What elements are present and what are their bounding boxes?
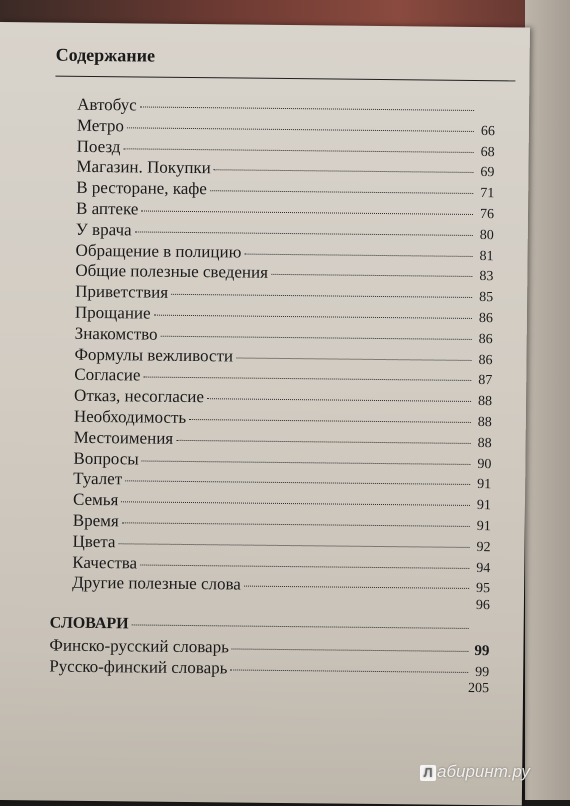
leader-dots <box>132 624 469 629</box>
leader-dots <box>189 419 471 423</box>
leader-dots <box>121 501 470 506</box>
toc-entry-label: Другие полезные слова <box>72 573 241 595</box>
toc-entry-page: 80 <box>476 228 494 244</box>
toc-entry-label: Метро <box>77 116 124 136</box>
leader-dots <box>127 127 474 132</box>
leader-dots <box>232 648 469 651</box>
toc-entry-page: 205 <box>468 681 489 697</box>
toc-entry-page: 87 <box>474 373 492 389</box>
toc-entry-label: Магазин. Покупки <box>76 157 211 178</box>
leader-dots <box>244 253 472 256</box>
watermark-text: абиринт.ру <box>437 762 530 781</box>
leader-dots <box>141 210 473 214</box>
toc-entry-page: 92 <box>472 540 490 556</box>
toc-entry-page: 88 <box>474 415 492 431</box>
leader-dots <box>140 106 474 111</box>
toc-entry-label: Семья <box>73 490 119 510</box>
toc-entry-page: 69 <box>476 165 494 181</box>
toc-entry-label: Прощание <box>75 303 151 324</box>
leader-dots <box>123 148 473 153</box>
leader-dots <box>210 190 473 194</box>
toc-entry-page: 83 <box>475 269 493 285</box>
adjacent-page-edge <box>525 0 570 800</box>
toc-entry-page: 66 <box>477 124 495 140</box>
toc-entry-label: Необходимость <box>74 407 187 428</box>
leader-dots <box>140 564 469 568</box>
toc-entry-page: 91 <box>473 477 491 493</box>
leader-dots <box>142 460 471 464</box>
book-page <box>0 22 530 806</box>
leader-dots <box>244 586 469 589</box>
leader-dots <box>52 685 465 689</box>
leader-dots <box>135 231 473 236</box>
toc-entry-page: 91 <box>473 519 491 535</box>
toc-entry-label: У врача <box>76 220 132 241</box>
toc-entry-label: Финско-русский словарь <box>49 635 229 657</box>
toc-entry-label: Формулы вежливости <box>74 344 233 366</box>
toc-entry-page: 96 <box>472 598 490 614</box>
toc-entry-page: 68 <box>477 145 495 161</box>
toc-entry <box>49 677 489 702</box>
leader-dots <box>214 170 474 174</box>
toc-entry-page: 99 <box>471 643 489 660</box>
leader-dots <box>118 543 469 548</box>
toc-entry-label: Приветствия <box>75 282 168 303</box>
toc-entry-label: Отказ, несогласие <box>74 386 204 407</box>
toc-entry-label: Русско-финский словарь <box>49 656 227 678</box>
toc-entry-label: Знакомство <box>75 324 158 345</box>
leader-dots <box>207 398 471 402</box>
watermark-logo-icon: Л <box>420 765 436 781</box>
toc-entry-label: Обращение в полицию <box>76 240 242 262</box>
leader-dots <box>122 522 470 527</box>
toc-entry-page: 88 <box>474 394 492 410</box>
toc-entry-page: 91 <box>473 498 491 514</box>
toc-entry-label: В аптеке <box>76 199 139 220</box>
toc-entry-page: 81 <box>475 249 493 265</box>
toc-entry-page: 90 <box>473 457 491 473</box>
leader-dots <box>125 481 470 486</box>
leader-dots <box>230 669 468 672</box>
toc-entry-page: 94 <box>472 561 490 577</box>
toc-entry-label: В ресторане, кафе <box>76 178 207 199</box>
leader-dots <box>236 357 471 360</box>
leader-dots <box>161 335 472 339</box>
leader-dots <box>271 274 472 277</box>
toc-entry-label: Поезд <box>77 136 121 156</box>
toc-entry-page: 86 <box>475 311 493 327</box>
table-of-contents <box>49 95 495 703</box>
toc-entry-page: 95 <box>472 581 490 597</box>
toc-entry-label: Местоимения <box>74 428 174 449</box>
toc-entry-label: Туалет <box>73 469 122 490</box>
toc-entry-page: 88 <box>474 436 492 452</box>
toc-entry-page: 99 <box>471 664 489 680</box>
labirint-watermark <box>420 762 530 782</box>
toc-entry-page: 86 <box>474 353 492 369</box>
page-title: Содержание <box>56 45 156 67</box>
toc-entry-label: Согласие <box>74 365 140 386</box>
leader-dots <box>176 440 470 444</box>
toc-entry-label: Время <box>73 511 119 531</box>
header-rule <box>55 76 515 82</box>
leader-dots <box>143 377 471 381</box>
toc-entry-label: Качества <box>72 552 137 573</box>
toc-entry-label: Автобус <box>77 95 137 116</box>
toc-entry-page: 71 <box>476 186 494 202</box>
toc-entry-page: 85 <box>475 290 493 306</box>
leader-dots <box>154 315 472 319</box>
toc-entry-label: Вопросы <box>73 448 139 469</box>
toc-entry-page: 76 <box>476 207 494 223</box>
toc-entry-label: Общие полезные сведения <box>75 261 268 283</box>
toc-entry-label: Цвета <box>72 532 115 552</box>
toc-entry-page: 86 <box>475 332 493 348</box>
leader-dots <box>75 602 469 606</box>
section-label: СЛОВАРИ <box>50 614 129 633</box>
leader-dots <box>171 294 472 298</box>
